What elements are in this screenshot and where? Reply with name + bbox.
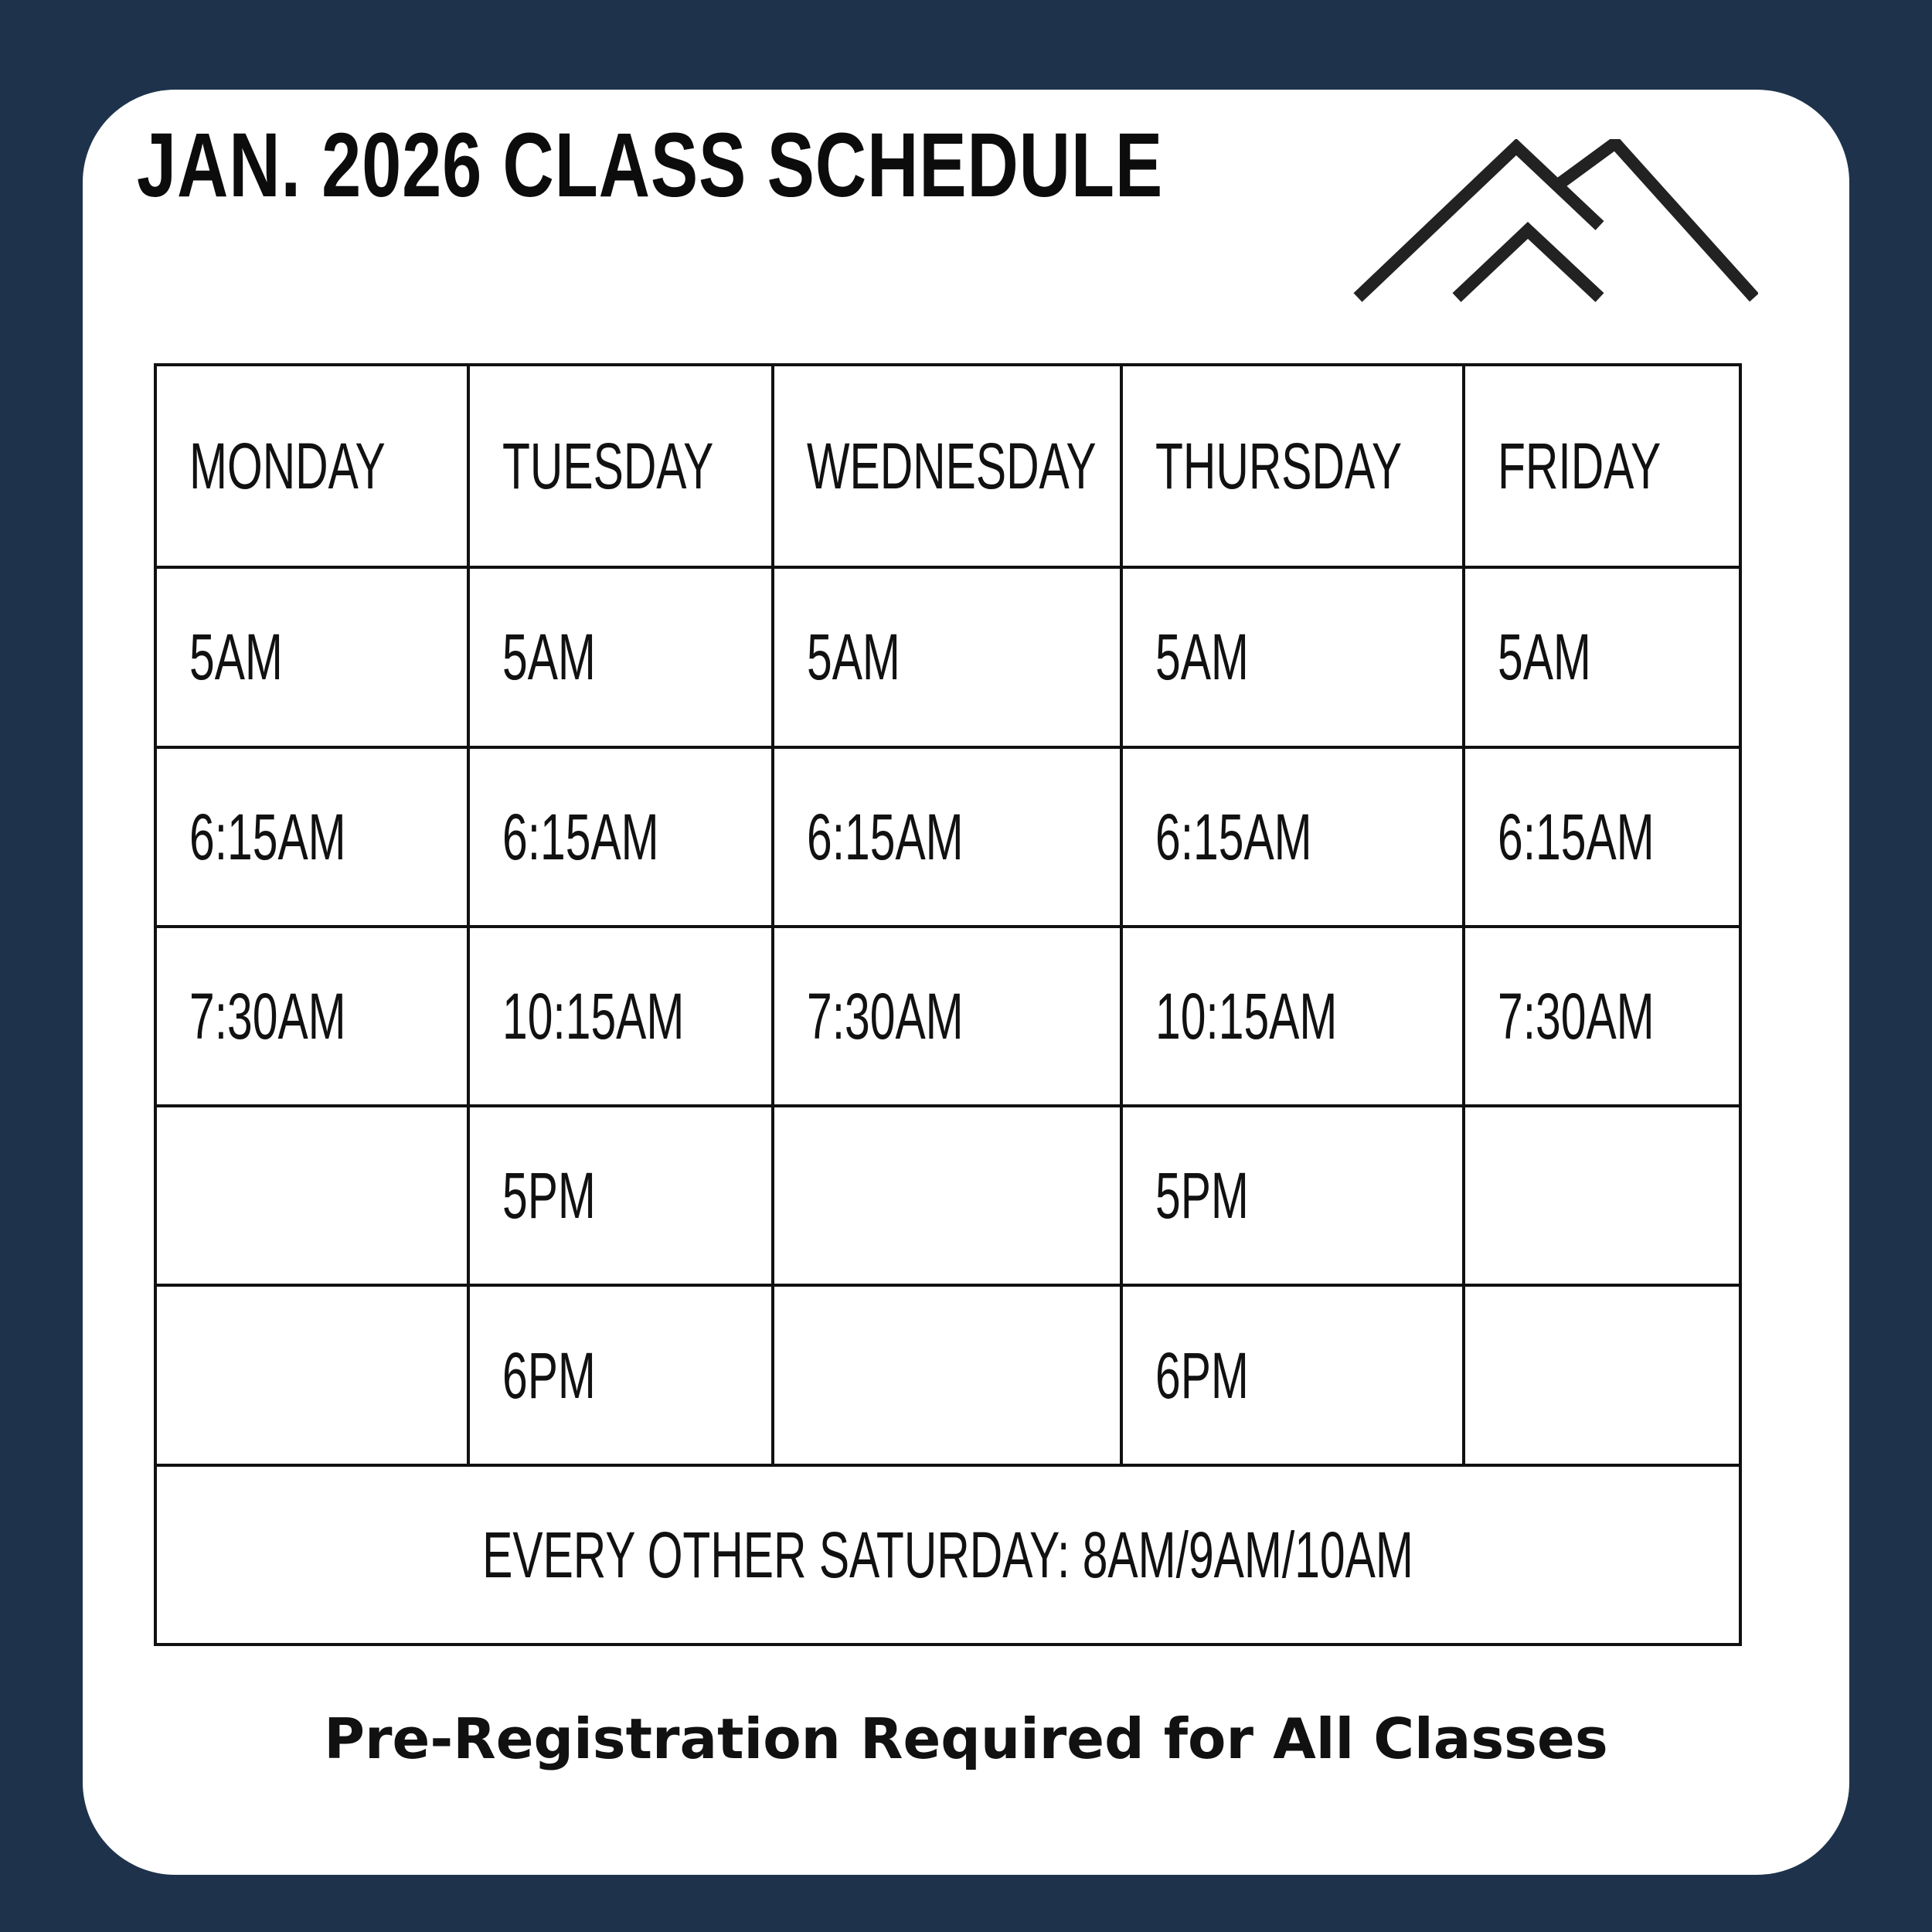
time-cell [155,747,468,927]
time-cell [155,1106,468,1285]
time-cell [468,1106,773,1285]
day-header [773,365,1121,567]
time-label: 5PM [502,1159,596,1233]
time-row [155,1106,1740,1285]
time-cell [1121,1106,1464,1285]
time-label: 6PM [1155,1338,1249,1412]
time-row [155,927,1740,1106]
time-cell [1464,927,1740,1106]
day-header-row [155,365,1740,567]
schedule-table [154,363,1742,1646]
time-cell [1464,1285,1740,1464]
time-cell [1121,747,1464,927]
day-header [468,365,773,567]
time-cell [1121,567,1464,747]
time-label: 10:15AM [1155,979,1338,1053]
time-cell [773,1285,1121,1464]
day-label-tuesday: TUESDAY [502,430,714,503]
time-label: 7:30AM [1498,979,1655,1053]
time-row [155,747,1740,927]
day-header [1121,365,1464,567]
saturday-row [155,1465,1740,1645]
time-cell [773,1106,1121,1285]
time-label: 7:30AM [189,979,346,1053]
time-cell [1121,1285,1464,1464]
time-cell [155,567,468,747]
time-label: 5AM [502,621,596,694]
time-label: 10:15AM [502,979,685,1053]
time-label: 5PM [1155,1159,1249,1233]
time-label: 5AM [807,621,900,694]
day-label-wednesday: WEDNESDAY [807,430,1097,503]
time-cell [155,927,468,1106]
time-cell [468,567,773,747]
time-label: 5AM [1155,621,1249,694]
day-label-monday: MONDAY [189,430,386,503]
day-label-friday: FRIDAY [1498,430,1662,503]
time-label: 6PM [502,1338,596,1412]
time-cell [155,1285,468,1464]
time-cell [468,927,773,1106]
time-cell [773,567,1121,747]
page-title: JAN. 2026 CLASS SCHEDULE [137,114,1164,216]
time-cell [1464,567,1740,747]
time-label: 5AM [1498,621,1591,694]
day-header [1464,365,1740,567]
time-label: 6:15AM [1155,800,1312,873]
time-cell [773,747,1121,927]
registration-note: Pre-Registration Required for All Classes [324,1706,1608,1771]
time-cell [1464,1106,1740,1285]
time-cell [773,927,1121,1106]
time-label: 7:30AM [807,979,964,1053]
time-row [155,1285,1740,1464]
time-cell [468,1285,773,1464]
day-header [155,365,468,567]
time-label: 6:15AM [189,800,346,873]
time-label: 6:15AM [807,800,964,873]
time-cell [1121,927,1464,1106]
saturday-cell [155,1465,1740,1645]
time-row [155,567,1740,747]
day-label-thursday: THURSDAY [1155,430,1403,503]
time-cell [468,747,773,927]
saturday-schedule-text: EVERY OTHER SATURDAY: 8AM/9AM/10AM [482,1518,1413,1591]
time-label: 6:15AM [502,800,659,873]
time-label: 6:15AM [1498,800,1655,873]
time-label: 5AM [189,621,283,694]
mountain-logo-icon [1349,139,1758,309]
time-cell [1464,747,1740,927]
